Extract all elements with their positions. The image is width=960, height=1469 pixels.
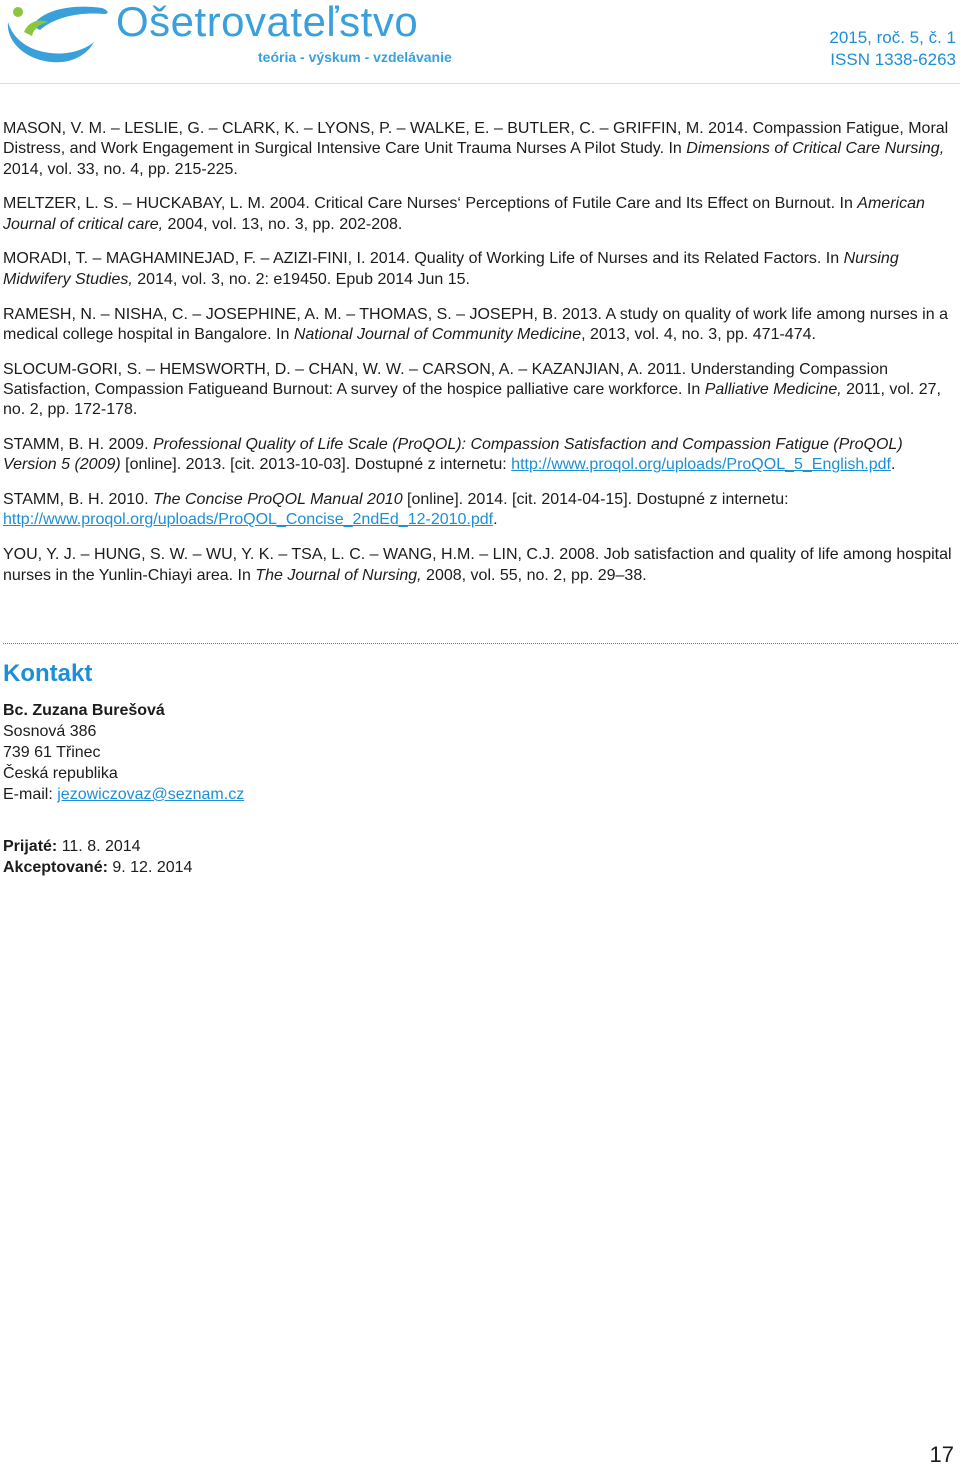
reference-text: YOU, Y. J. – HUNG, S. W. – WU, Y. K. – TSA, L. C. – WANG, H.M. – LIN, C.J. 2008. Job satisfaction and quality of life among hospital nurses in the Yunlin-Chiayi area. In xyxy=(3,546,952,584)
reference-list xyxy=(3,119,955,600)
reference-source: Dimensions of Critical Care Nursing, xyxy=(686,140,945,158)
reference-item xyxy=(3,545,955,586)
reference-item xyxy=(3,360,955,421)
reference-text: STAMM, B. H. 2010. xyxy=(3,491,153,509)
reference-item xyxy=(3,194,955,235)
section-divider xyxy=(3,643,958,644)
reference-item xyxy=(3,119,955,180)
received-label: Prijaté: xyxy=(3,838,58,855)
reference-item xyxy=(3,435,955,476)
reference-source: The Journal of Nursing, xyxy=(255,566,422,584)
reference-link[interactable]: http://www.proqol.org/uploads/ProQOL_5_English.pdf xyxy=(511,456,891,474)
reference-end: . xyxy=(493,511,498,529)
journal-title: Ošetrovateľstvo xyxy=(116,0,419,45)
reference-item xyxy=(3,305,955,346)
reference-details: [online]. 2014. [cit. 2014-04-15]. Dostupné z internetu: xyxy=(402,491,789,509)
accepted-row xyxy=(3,857,192,878)
page-number: 17 xyxy=(929,1442,954,1467)
reference-details: 2011, vol. 27, no. 2, pp. 172-178. xyxy=(3,380,941,419)
reference-source: Professional Quality of Life Scale (ProQOL): Compassion Satisfaction and Compassion Fatigue (ProQOL) Version 5 (2009) xyxy=(3,436,903,474)
email-link[interactable]: jezowiczovaz@seznam.cz xyxy=(57,786,245,803)
reference-end: . xyxy=(890,456,896,474)
accepted-value: 9. 12. 2014 xyxy=(107,859,193,876)
reference-source: National Journal of Community Medicine xyxy=(293,325,582,343)
issue-info xyxy=(829,27,956,71)
received-row xyxy=(3,836,192,857)
reference-text: STAMM, B. H. 2009. xyxy=(3,436,153,454)
reference-item xyxy=(3,249,955,290)
contact-heading: Kontakt xyxy=(3,660,93,687)
reference-details: [online]. 2013. [cit. 2013-10-03]. Dostupné z internetu: xyxy=(120,456,512,474)
issn-line: ISSN 1338-6263 xyxy=(830,50,956,69)
issue-line: 2015, roč. 5, č. 1 xyxy=(829,28,956,47)
reference-details: 2014, vol. 3, no. 2: e19450. Epub 2014 Jun 15. xyxy=(132,270,470,288)
reference-source: Palliative Medicine, xyxy=(704,380,842,398)
reference-text: MELTZER, L. S. – HUCKABAY, L. M. 2004. Critical Care Nurses‘ Perceptions of Futile Care and Its Effect on Burnout. In xyxy=(3,195,858,213)
address-city: 739 61 Třinec xyxy=(3,744,101,761)
address-country: Česká republika xyxy=(3,765,118,782)
reference-details: 2008, vol. 55, no. 2, pp. 29–38. xyxy=(421,566,647,584)
email-row xyxy=(3,784,244,805)
reference-text: RAMESH, N. – NISHA, C. – JOSEPHINE, A. M. – THOMAS, S. – JOSEPH, B. 2013. A study on quality of work life among nurses in a medical college hospital in Bangalore. In xyxy=(3,305,948,343)
reference-source: American Journal of critical care, xyxy=(3,195,925,233)
reference-details: 2004, vol. 13, no. 3, pp. 202-208. xyxy=(163,215,403,233)
header-divider xyxy=(0,83,960,84)
author-name: Bc. Zuzana Burešová xyxy=(3,702,165,719)
reference-item xyxy=(3,490,955,531)
received-value: 11. 8. 2014 xyxy=(57,838,141,855)
reference-text: SLOCUM-GORI, S. – HEMSWORTH, D. – CHAN, W. W. – CARSON, A. – KAZANJIAN, A. 2011. Understanding Compassion Satisfaction, Compassion Fatigueand Burnout: A survey of the hospice palliative care workforce. In xyxy=(3,360,888,398)
journal-subtitle: teória - výskum - vzdelávanie xyxy=(258,49,452,65)
reference-text: MASON, V. M. – LESLIE, G. – CLARK, K. – LYONS, P. – WALKE, E. – BUTLER, C. – GRIFFIN, M. 2014. Compassion Fatigue, Moral Distress, and Work Engagement in Surgical Intensive Care Unit Trauma Nurses A Pilot Study. In xyxy=(3,120,949,158)
reference-source: Nursing Midwifery Studies, xyxy=(3,250,899,288)
reference-text: MORADI, T. – MAGHAMINEJAD, F. – AZIZI-FINI, I. 2014. Quality of Working Life of Nurses and its Related Factors. In xyxy=(3,250,844,268)
email-label: E-mail: xyxy=(3,786,58,803)
accepted-label: Akceptované: xyxy=(3,859,108,876)
reference-source: The Concise ProQOL Manual 2010 xyxy=(152,491,403,509)
reference-link[interactable]: http://www.proqol.org/uploads/ProQOL_Concise_2ndEd_12-2010.pdf xyxy=(3,511,494,529)
article-dates xyxy=(3,836,192,878)
reference-details: 2014, vol. 33, no. 4, pp. 215-225. xyxy=(3,160,238,178)
contact-block xyxy=(3,700,244,805)
page-header xyxy=(0,0,960,86)
address-street: Sosnová 386 xyxy=(3,723,97,740)
reference-details: , 2013, vol. 4, no. 3, pp. 471-474. xyxy=(581,325,816,343)
journal-logo-icon xyxy=(4,2,112,64)
